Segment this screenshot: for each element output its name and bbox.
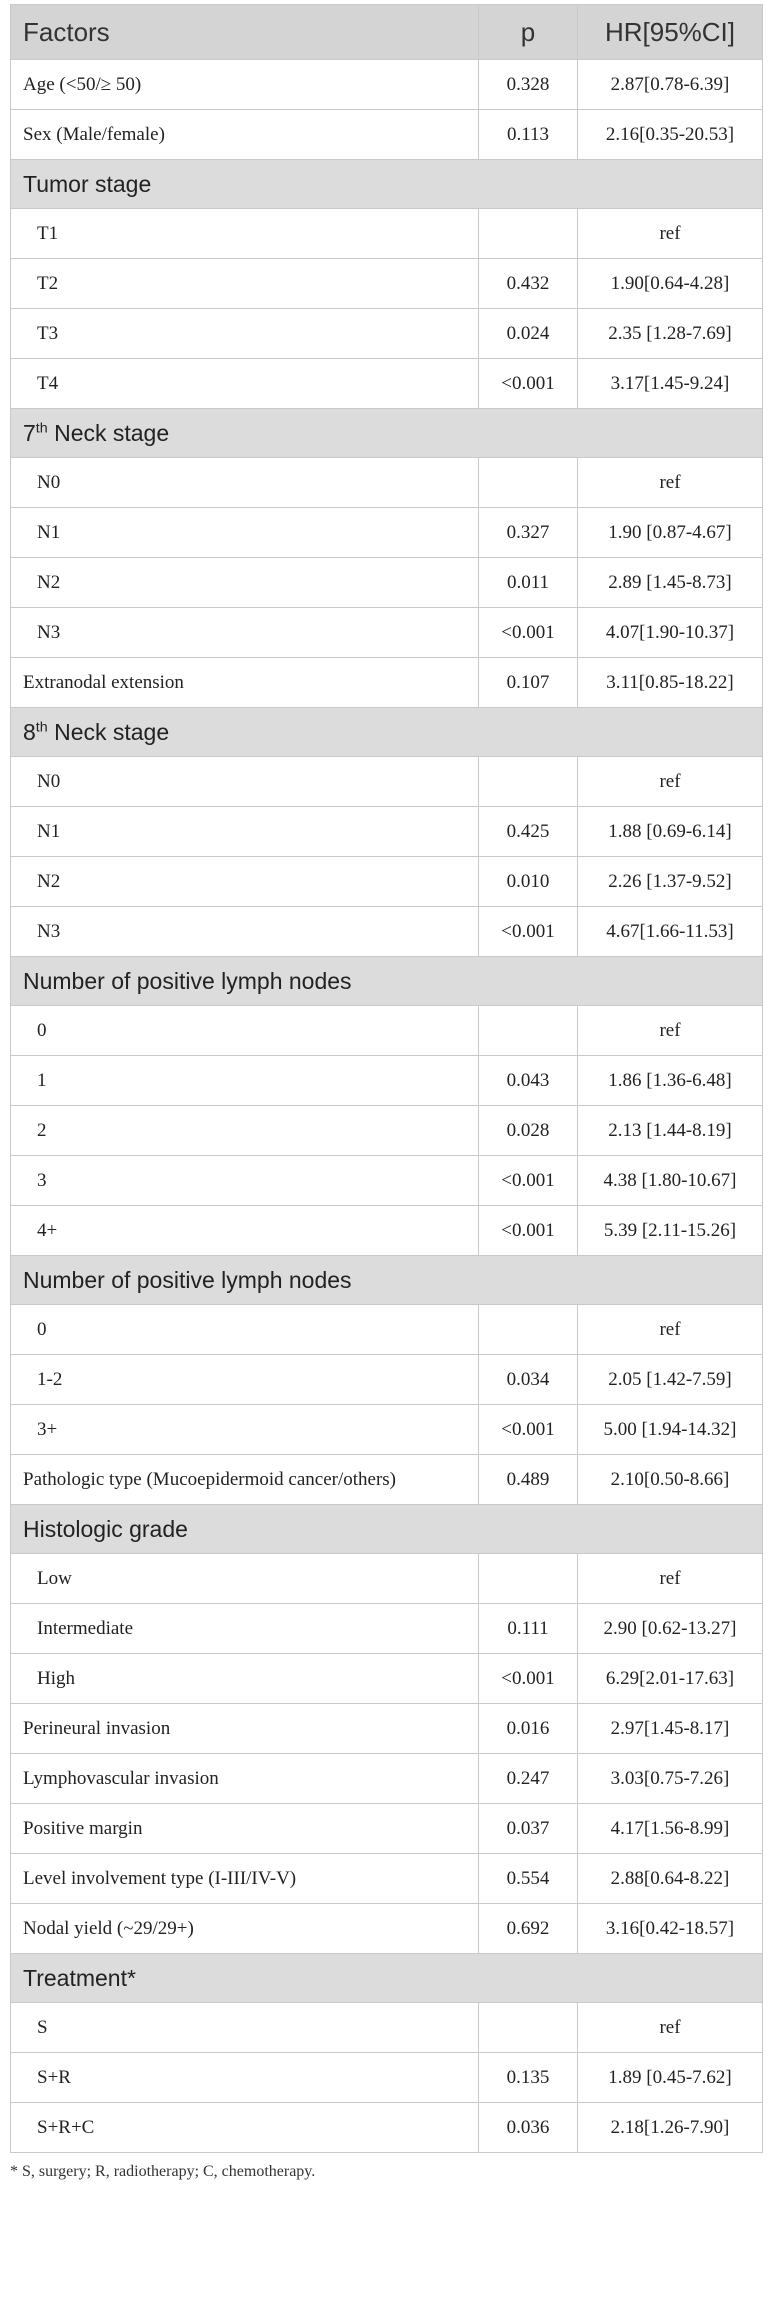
p-value: 0.043 [479,1056,578,1106]
factor-label: 4+ [11,1206,479,1256]
table-row [11,2053,763,2103]
factor-label: N3 [11,608,479,658]
hr-value: 2.18[1.26-7.90] [578,2103,763,2153]
p-value [479,458,578,508]
factor-label: High [11,1654,479,1704]
hr-value: 2.87[0.78-6.39] [578,60,763,110]
factor-label: Pathologic type (Mucoepidermoid cancer/others) [11,1455,479,1505]
hr-value: 2.05 [1.42-7.59] [578,1355,763,1405]
hr-value: 4.17[1.56-8.99] [578,1804,763,1854]
table-footnote: * S, surgery; R, radiotherapy; C, chemotherapy. [10,2163,316,2180]
section-header-8th-neck-stage [11,708,763,757]
table-row [11,458,763,508]
factor-label: Intermediate [11,1604,479,1654]
hr-value: 3.16[0.42-18.57] [578,1904,763,1954]
p-value: 0.432 [479,259,578,309]
p-value: <0.001 [479,608,578,658]
p-value: 0.011 [479,558,578,608]
factor-label: N1 [11,508,479,558]
factor-label: S+R [11,2053,479,2103]
factor-label: T3 [11,309,479,359]
p-value: 0.036 [479,2103,578,2153]
hr-value: 2.88[0.64-8.22] [578,1854,763,1904]
header-hr: HR[95%CI] [578,5,763,60]
factor-label: N2 [11,558,479,608]
table-row [11,1006,763,1056]
table-row [11,1156,763,1206]
factor-label: Sex (Male/female) [11,110,479,160]
factor-label: Lymphovascular invasion [11,1754,479,1804]
factor-label: Age (<50/≥ 50) [11,60,479,110]
p-value: <0.001 [479,1206,578,1256]
table-row [11,309,763,359]
section-title [11,409,763,458]
table-row [11,1206,763,1256]
hr-value: ref [578,1006,763,1056]
p-value: 0.135 [479,2053,578,2103]
p-value [479,757,578,807]
table-row [11,1704,763,1754]
table-row [11,1604,763,1654]
factor-label: Low [11,1554,479,1604]
factor-label: 0 [11,1006,479,1056]
table-row [11,1854,763,1904]
hr-value: 6.29[2.01-17.63] [578,1654,763,1704]
table-row [11,1804,763,1854]
hr-value: 2.13 [1.44-8.19] [578,1106,763,1156]
p-value: 0.034 [479,1355,578,1405]
p-value: 0.489 [479,1455,578,1505]
factor-label: 2 [11,1106,479,1156]
factor-label: Nodal yield (~29/29+) [11,1904,479,1954]
table-row [11,1754,763,1804]
hr-value: 4.67[1.66-11.53] [578,907,763,957]
factor-label: S [11,2003,479,2053]
table-row [11,757,763,807]
table-row [11,1355,763,1405]
table-header-row [11,5,763,60]
factor-label: Extranodal extension [11,658,479,708]
table-row [11,1405,763,1455]
factor-label: 1-2 [11,1355,479,1405]
p-value: <0.001 [479,359,578,409]
table-row [11,1056,763,1106]
hr-value: 3.03[0.75-7.26] [578,1754,763,1804]
hr-value: 2.90 [0.62-13.27] [578,1604,763,1654]
p-value: <0.001 [479,1405,578,1455]
p-value [479,209,578,259]
table-row [11,1654,763,1704]
section-header-positive-lymph-nodes [11,957,763,1006]
section-header-tumor-stage [11,160,763,209]
p-value [479,1554,578,1604]
table-row [11,259,763,309]
p-value: 0.328 [479,60,578,110]
section-title: Number of positive lymph nodes [11,1256,763,1305]
p-value: 0.016 [479,1704,578,1754]
factor-label: 1 [11,1056,479,1106]
factor-label: T4 [11,359,479,409]
hr-value: ref [578,757,763,807]
hr-value: 3.17[1.45-9.24] [578,359,763,409]
section-title-number: 7 [23,419,36,446]
table-row [11,1106,763,1156]
factor-label: Positive margin [11,1804,479,1854]
table-row [11,807,763,857]
hr-value: 2.35 [1.28-7.69] [578,309,763,359]
factor-label: Perineural invasion [11,1704,479,1754]
table-row [11,1455,763,1505]
factor-label: N2 [11,857,479,907]
hr-value: ref [578,209,763,259]
p-value: <0.001 [479,907,578,957]
p-value [479,1006,578,1056]
hr-value: ref [578,458,763,508]
table-row [11,1305,763,1355]
hr-value: 1.88 [0.69-6.14] [578,807,763,857]
factor-label: 3+ [11,1405,479,1455]
factor-label: Level involvement type (I-III/IV-V) [11,1854,479,1904]
table-row [11,2103,763,2153]
section-title-text: Neck stage [47,419,170,446]
table-row [11,359,763,409]
hr-value: 1.90 [0.87-4.67] [578,508,763,558]
factor-label: N3 [11,907,479,957]
section-title: Histologic grade [11,1505,763,1554]
section-title-text: Neck stage [47,718,170,745]
p-value: 0.111 [479,1604,578,1654]
factor-label: T2 [11,259,479,309]
table-row [11,857,763,907]
p-value: 0.028 [479,1106,578,1156]
p-value: 0.247 [479,1754,578,1804]
section-header-positive-lymph-nodes-grouped [11,1256,763,1305]
table-row [11,658,763,708]
p-value: 0.425 [479,807,578,857]
section-header-7th-neck-stage [11,409,763,458]
factor-label: 0 [11,1305,479,1355]
p-value: <0.001 [479,1156,578,1206]
hr-value: ref [578,1305,763,1355]
section-header-histologic-grade [11,1505,763,1554]
hr-value: 1.90[0.64-4.28] [578,259,763,309]
section-title-superscript: th [35,419,48,436]
table-row [11,209,763,259]
table-row [11,907,763,957]
hr-value: ref [578,2003,763,2053]
results-table-container [10,4,762,2181]
p-value: <0.001 [479,1654,578,1704]
p-value: 0.554 [479,1854,578,1904]
section-title-number: 8 [23,718,36,745]
hr-value: 5.39 [2.11-15.26] [578,1206,763,1256]
table-row [11,608,763,658]
table-row [11,60,763,110]
p-value: 0.010 [479,857,578,907]
hr-value: 4.07[1.90-10.37] [578,608,763,658]
p-value [479,1305,578,1355]
p-value [479,2003,578,2053]
section-title-superscript: th [35,718,48,735]
hr-value: ref [578,1554,763,1604]
hr-value: 5.00 [1.94-14.32] [578,1405,763,1455]
section-title: Tumor stage [11,160,763,209]
p-value: 0.024 [479,309,578,359]
factor-label: N0 [11,458,479,508]
header-p: p [479,5,578,60]
hr-value: 2.26 [1.37-9.52] [578,857,763,907]
table-row [11,1904,763,1954]
hazard-ratio-table [10,4,763,2153]
hr-value: 2.89 [1.45-8.73] [578,558,763,608]
table-row [11,558,763,608]
factor-label: S+R+C [11,2103,479,2153]
table-row [11,1554,763,1604]
hr-value: 4.38 [1.80-10.67] [578,1156,763,1206]
factor-label: 3 [11,1156,479,1206]
hr-value: 2.97[1.45-8.17] [578,1704,763,1754]
section-title: Treatment* [11,1954,763,2003]
p-value: 0.327 [479,508,578,558]
table-row [11,110,763,160]
p-value: 0.692 [479,1904,578,1954]
hr-value: 1.86 [1.36-6.48] [578,1056,763,1106]
section-title: Number of positive lymph nodes [11,957,763,1006]
factor-label: T1 [11,209,479,259]
p-value: 0.037 [479,1804,578,1854]
p-value: 0.113 [479,110,578,160]
factor-label: N0 [11,757,479,807]
hr-value: 2.10[0.50-8.66] [578,1455,763,1505]
hr-value: 2.16[0.35-20.53] [578,110,763,160]
hr-value: 1.89 [0.45-7.62] [578,2053,763,2103]
factor-label: N1 [11,807,479,857]
table-row [11,2003,763,2053]
table-row [11,508,763,558]
header-factors: Factors [11,5,479,60]
hr-value: 3.11[0.85-18.22] [578,658,763,708]
section-header-treatment [11,1954,763,2003]
section-title [11,708,763,757]
p-value: 0.107 [479,658,578,708]
